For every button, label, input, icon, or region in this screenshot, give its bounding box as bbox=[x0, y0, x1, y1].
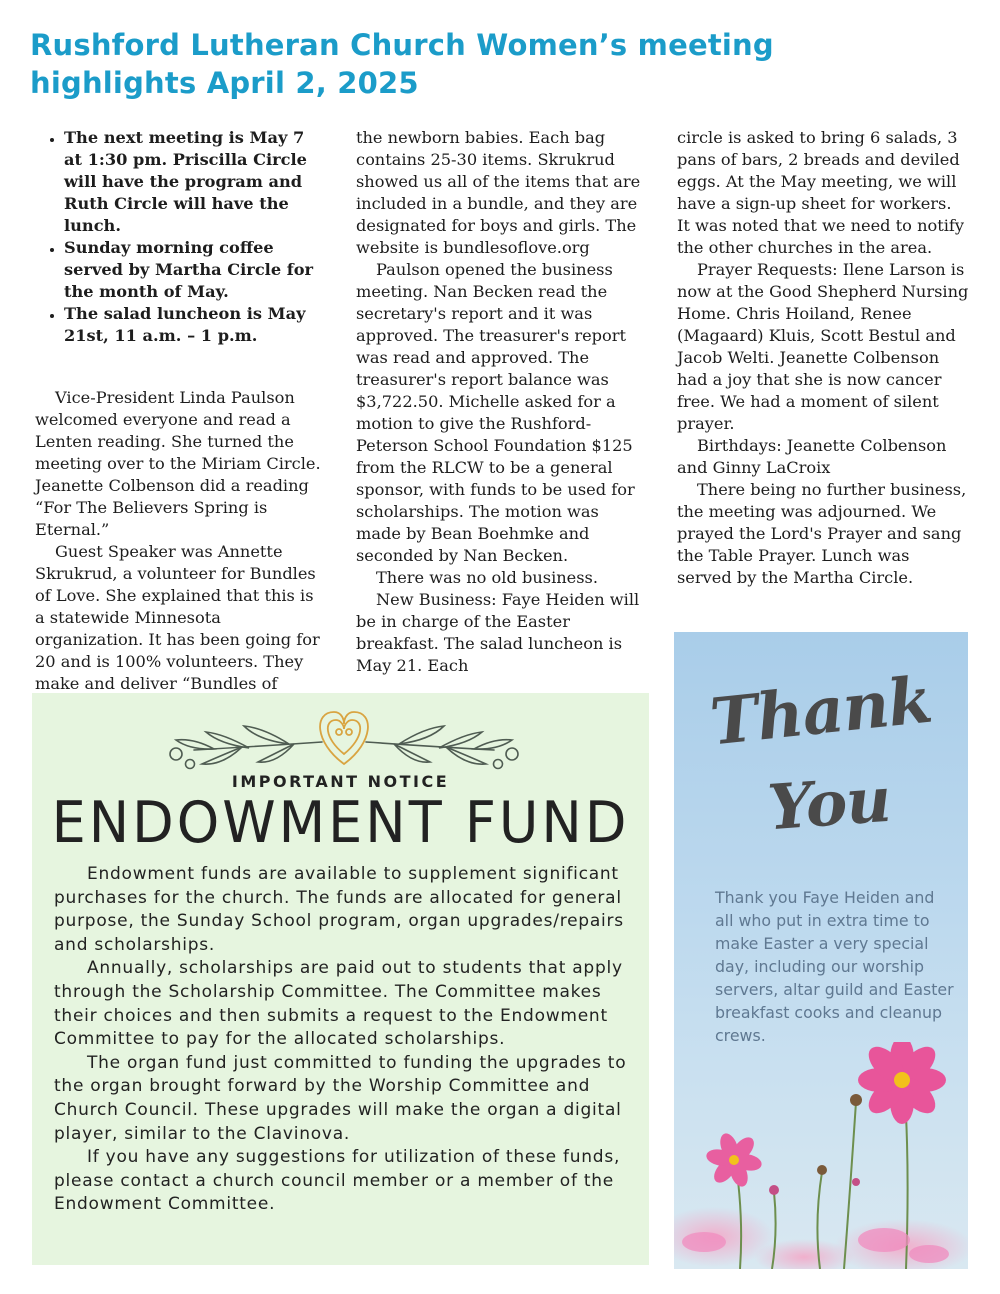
cosmos-flowers-icon bbox=[674, 1042, 968, 1269]
guest-speaker-paragraph: Guest Speaker was Annette Skrukrud, a volunteer for Bundles of Love. She explained that this is a statewide Minnesota organization. It has been going for 20 and is 100% volunteers. They make and deliver “Bundles of bbox=[35, 542, 320, 693]
endowment-paragraph: Endowment funds are available to supplement significant purchases for the church. The funds are allocated for general purpose, the Sunday School program, organ upgrades/repairs and scholarships. bbox=[54, 864, 624, 955]
you-heading: You bbox=[765, 762, 893, 845]
article-column-1 bbox=[35, 127, 325, 717]
business-meeting-paragraph: Paulson opened the business meeting. Nan Becken read the secretary's report and it was approved. The treasurer's report was read and approved. The treasurer's report balance was $3,722.50. Michelle asked for a motion to give the Rushford-Peterson School Foundation $125 from the RLCW to be a general sponsor, with funds to be used for scholarships. The motion was made by Bean Boehmke and seconded by Nan Becken. bbox=[356, 260, 635, 565]
announcement-list bbox=[35, 127, 325, 347]
new-business-paragraph: New Business: Faye Heiden will be in charge of the Easter breakfast. The salad luncheon is May 21. Each bbox=[356, 590, 640, 675]
guest-speaker-paragraph-cont: the newborn babies. Each bag contains 25-30 items. Skrukrud showed us all of the items that are included in a bundle, and they are designated for boys and girls. The website is bundlesoflove.org bbox=[356, 128, 641, 257]
article-column-3 bbox=[677, 127, 969, 589]
endowment-paragraph: The organ fund just committed to funding the upgrades to the organ brought forward by the Worship Committee and Church Council. These upgrades will make the organ a digital player, similar to the Clavinova. bbox=[54, 1052, 627, 1144]
announcement-item: • The salad luncheon is May 21st, 11 a.m. – 1 p.m. bbox=[64, 303, 325, 347]
endowment-paragraph: Annually, scholarships are paid out to students that apply through the Scholarship Committee. The Committee makes their choices and then submits a request to the Endowment Committee to pay for the allocated scholarships. bbox=[54, 958, 623, 1050]
birthdays-paragraph: Birthdays: Jeanette Colbenson and Ginny LaCroix bbox=[677, 436, 947, 477]
endowment-paragraph: If you have any suggestions for utilization of these funds, please contact a church council member or a member of the Endowment Committee. bbox=[54, 1147, 621, 1215]
thank-you-panel bbox=[674, 632, 968, 1269]
endowment-body bbox=[54, 863, 634, 1217]
endowment-notice-box bbox=[32, 693, 649, 1265]
announcement-item: • Sunday morning coffee served by Martha Circle for the month of May. bbox=[64, 237, 325, 303]
endowment-title: ENDOWMENT FUND bbox=[51, 789, 630, 856]
heart-vine-ornament-icon bbox=[154, 698, 534, 770]
page-title: Rushford Lutheran Church Women’s meeting highlights April 2, 2025 bbox=[30, 28, 774, 100]
announcement-item: • The next meeting is May 7 at 1:30 pm. Priscilla Circle will have the program and Ruth Circle will have the lunch. bbox=[64, 127, 325, 237]
prayer-requests-paragraph: Prayer Requests: Ilene Larson is now at the Good Shepherd Nursing Home. Chris Hoiland, Renee (Magaard) Kluis, Scott Bestul and Jacob Welti. Jeanette Colbenson had a joy that she is now cancer free. We had a moment of silent prayer. bbox=[677, 260, 969, 433]
closing-paragraph: There being no further business, the meeting was adjourned. We prayed the Lord's Prayer and sang the Table Prayer. Lunch was served by the Martha Circle. bbox=[677, 480, 967, 587]
article-column-2 bbox=[356, 127, 648, 677]
notice-label: IMPORTANT NOTICE bbox=[231, 772, 450, 791]
welcome-paragraph: Vice-President Linda Paulson welcomed everyone and read a Lenten reading. She turned the meeting over to the Miriam Circle. Jeanette Colbenson did a reading “For The Believers Spring is Eternal.” bbox=[35, 388, 321, 539]
thank-heading: Thank bbox=[706, 662, 936, 761]
old-business-paragraph: There was no old business. bbox=[376, 568, 599, 587]
new-business-paragraph-cont: circle is asked to bring 6 salads, 3 pans of bars, 2 breads and deviled eggs. At the May meeting, we will have a sign-up sheet for workers. It was noted that we need to notify the other churches in the area. bbox=[677, 128, 965, 257]
thank-you-message: Thank you Faye Heiden and all who put in extra time to make Easter a very special day, including our worship servers, altar guild and Easter breakfast cooks and cleanup crews. bbox=[715, 888, 954, 1045]
